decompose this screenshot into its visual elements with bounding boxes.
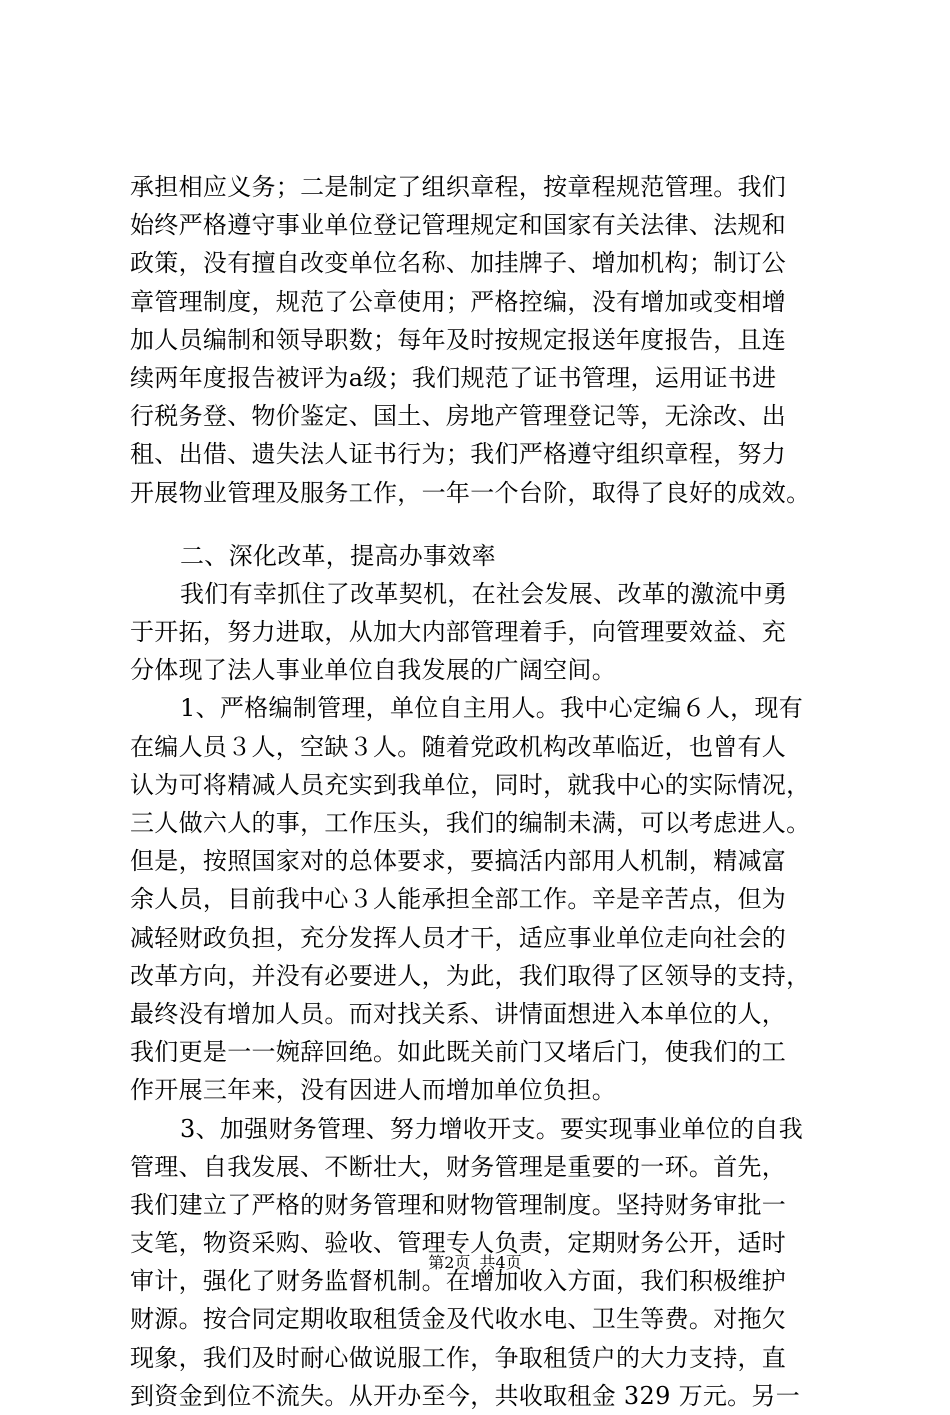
text-line: 在编人员３人，空缺３人。随着党政机构改革临近，也曾有人	[130, 728, 846, 766]
text-line: 我们更是一一婉辞回绝。如此既关前门又堵后门，使我们的工	[130, 1033, 846, 1071]
text-line: 政策，没有擅自改变单位名称、加挂牌子、增加机构；制订公	[130, 244, 846, 282]
text-line: 章管理制度，规范了公章使用；严格控编，没有增加或变相增	[130, 283, 846, 321]
text-line: 认为可将精减人员充实到我单位，同时，就我中心的实际情况，	[130, 766, 846, 804]
text-line: 分体现了法人事业单位自我发展的广阔空间。	[130, 651, 846, 689]
text-line: 我们建立了严格的财务管理和财物管理制度。坚持财务审批一	[130, 1186, 846, 1224]
text-line: 承担相应义务；二是制定了组织章程，按章程规范管理。我们	[130, 168, 846, 206]
text-line: 始终严格遵守事业单位登记管理规定和国家有关法律、法规和	[130, 206, 846, 244]
text-line: 于开拓，努力进取，从加大内部管理着手，向管理要效益、充	[130, 613, 846, 651]
text-line: 管理、自我发展、不断壮大，财务管理是重要的一环。首先，	[130, 1148, 846, 1186]
section-heading: 二、深化改革，提高办事效率	[130, 537, 846, 575]
page-number: 第2页	[428, 1253, 470, 1272]
document-body	[130, 168, 846, 1415]
paragraph-1	[130, 168, 846, 512]
text-line: 现象，我们及时耐心做说服工作，争取租赁户的大力支持，直	[130, 1339, 846, 1377]
text-line: 最终没有增加人员。而对找关系、讲情面想进入本单位的人，	[130, 995, 846, 1033]
text-line: 开展物业管理及服务工作，一年一个台阶，取得了良好的成效。	[130, 474, 846, 512]
text-line: 行税务登、物价鉴定、国土、房地产管理登记等，无涂改、出	[130, 397, 846, 435]
text-line: 作开展三年来，没有因进人而增加单位负担。	[130, 1071, 846, 1109]
paragraph-3	[130, 689, 846, 1109]
text-line: 减轻财政负担，充分发挥人员才干，适应事业单位走向社会的	[130, 919, 846, 957]
paragraph-2	[130, 575, 846, 690]
text-line: 1、严格编制管理，单位自主用人。我中心定编６人，现有	[130, 689, 846, 727]
text-line: 我们有幸抓住了改革契机，在社会发展、改革的激流中勇	[130, 575, 846, 613]
text-line: 但是，按照国家对的总体要求，要搞活内部用人机制，精减富	[130, 842, 846, 880]
page-footer	[0, 1252, 950, 1274]
text-line: 加人员编制和领导职数；每年及时按规定报送年度报告，且连	[130, 321, 846, 359]
text-line: 改革方向，并没有必要进人，为此，我们取得了区领导的支持，	[130, 957, 846, 995]
text-line: 三人做六人的事，工作压头，我们的编制未满，可以考虑进人。	[130, 804, 846, 842]
text-line: 租、出借、遗失法人证书行为；我们严格遵守组织章程，努力	[130, 435, 846, 473]
text-line: 支笔，物资采购、验收、管理专人负责，定期财务公开，适时	[130, 1224, 846, 1262]
paragraph-gap	[130, 512, 846, 537]
text-line: 到资金到位不流失。从开办至今，共收取租金 329 万元。另一	[130, 1377, 846, 1415]
text-line: 3、加强财务管理、努力增收开支。要实现事业单位的自我	[130, 1110, 846, 1148]
text-line: 续两年度报告被评为a级；我们规范了证书管理，运用证书进	[130, 359, 846, 397]
page-total: 共4页	[480, 1253, 522, 1272]
text-line: 财源。按合同定期收取租赁金及代收水电、卫生等费。对拖欠	[130, 1300, 846, 1338]
text-line: 审计，强化了财务监督机制。在增加收入方面，我们积极维护	[130, 1262, 846, 1300]
text-line: 余人员，目前我中心３人能承担全部工作。辛是辛苦点，但为	[130, 880, 846, 918]
